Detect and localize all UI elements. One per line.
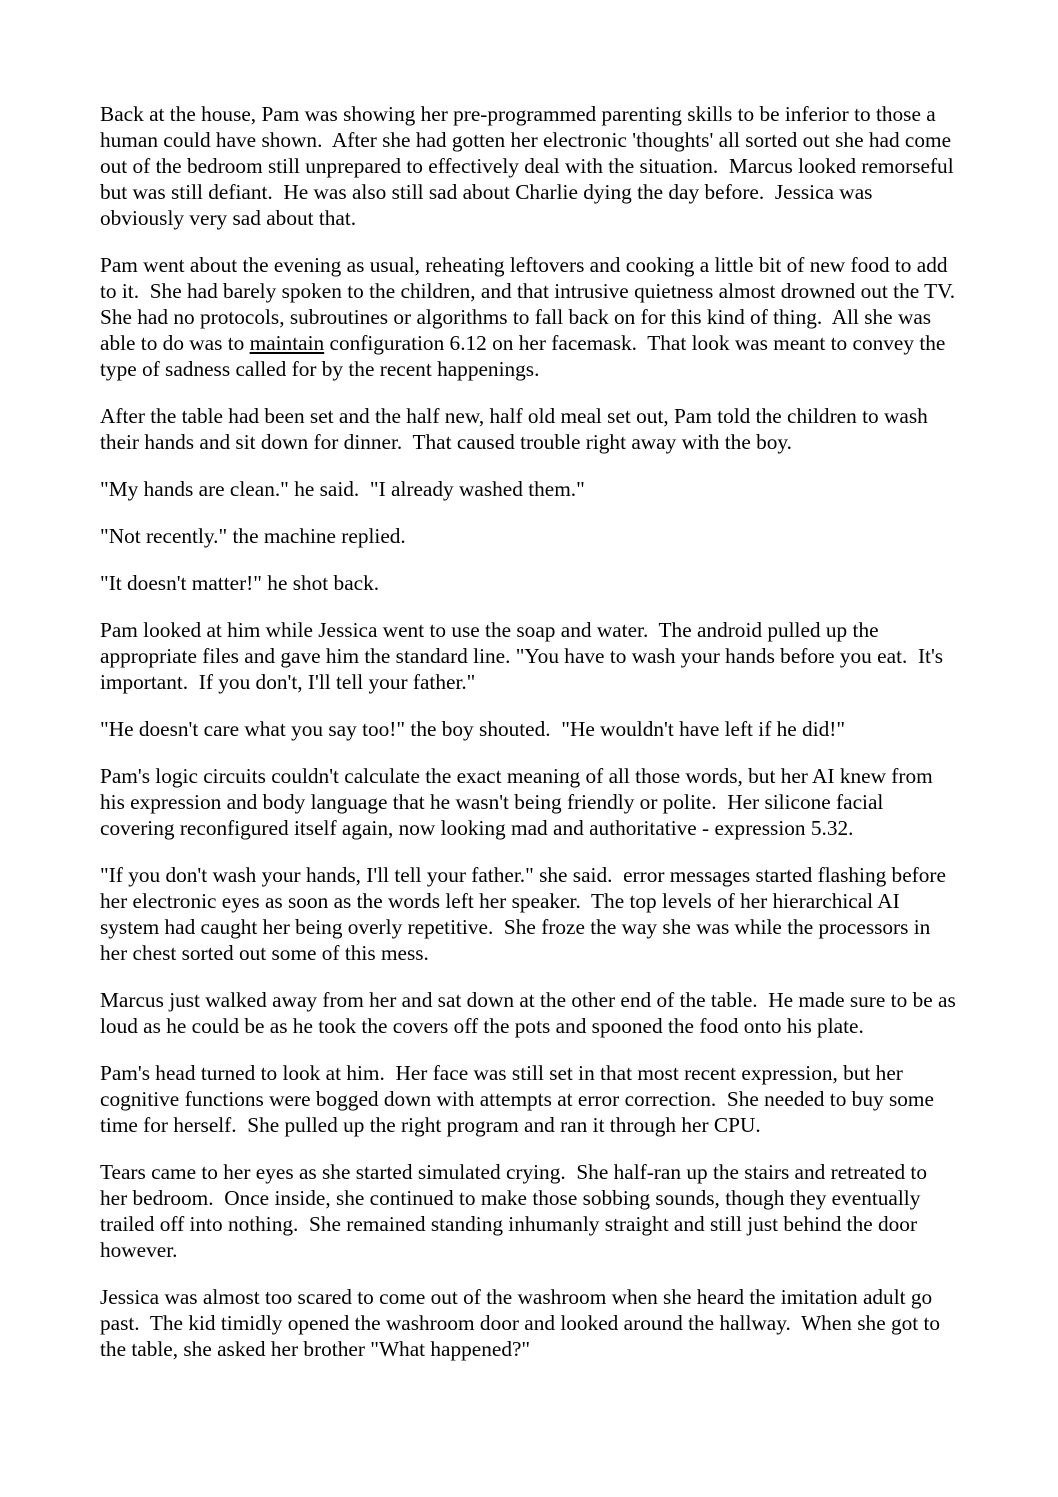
- text-segment: Pam looked at him while Jessica went to use the soap and water. The android pulled up the appropriate files and gave him the standard line. "You have to wash your hands before you eat. It's important. If you don't, I'll tell your father.": [100, 618, 949, 694]
- text-segment: "He doesn't care what you say too!" the boy shouted. "He wouldn't have left if he did!": [100, 717, 846, 741]
- paragraph: [100, 1284, 958, 1362]
- paragraph: [100, 617, 958, 695]
- text-segment: "My hands are clean." he said. "I already washed them.": [100, 477, 585, 501]
- text-segment: "Not recently." the machine replied.: [100, 524, 406, 548]
- text-segment: configuration 6.12 on her facemask. That look was meant to convey the type of sadness called for by the recent happenings.: [100, 331, 951, 381]
- text-segment: "If you don't wash your hands, I'll tell your father." she said. error messages started flashing before her electronic eyes as soon as the words left her speaker. The top levels of her hierarchical AI system had caught her being overly repetitive. She froze the way she was while the processors in her chest sorted out some of this mess.: [100, 863, 952, 965]
- text-segment: Tears came to her eyes as she started simulated crying. She half-ran up the stairs and retreated to her bedroom. Once inside, she continued to make those sobbing sounds, though they eventually trailed off into nothing. She remained standing inhumanly straight and still just behind the door however.: [100, 1160, 933, 1262]
- text-segment: Jessica was almost too scared to come out of the washroom when she heard the imitation adult go past. The kid timidly opened the washroom door and looked around the hallway. When she got to the table, she asked her brother "What happened?": [100, 1285, 946, 1361]
- paragraph: [100, 987, 962, 1039]
- paragraph: [100, 476, 958, 502]
- text-segment: Pam's head turned to look at him. Her face was still set in that most recent expression, but her cognitive functions were bogged down with attempts at error correction. She needed to buy some time for herself. She pulled up the right program and ran it through her CPU.: [100, 1061, 940, 1137]
- paragraph: [100, 523, 958, 549]
- paragraph: [100, 570, 958, 596]
- paragraph: [100, 763, 958, 841]
- text-segment: After the table had been set and the half new, half old meal set out, Pam told the children to wash their hands and sit down for dinner. That caused trouble right away with the boy.: [100, 404, 934, 454]
- paragraph: [100, 862, 958, 966]
- paragraph: [100, 1060, 958, 1138]
- paragraph: [100, 101, 958, 231]
- text-segment: Back at the house, Pam was showing her pre-programmed parenting skills to be inferior to those a human could have shown. After she had gotten her electronic 'thoughts' all sorted out she had come out of the bedroom still unprepared to effectively deal with the situation. Marcus looked remorseful but was still defiant. He was also still sad about Charlie dying the day before. Jessica was obviously very sad about that.: [100, 102, 959, 230]
- paragraph: [100, 716, 958, 742]
- page-text: [100, 101, 966, 1362]
- paragraph: [100, 252, 966, 382]
- text-segment: Marcus just walked away from her and sat down at the other end of the table. He made sure to be as loud as he could be as he took the covers off the pots and spooned the food onto his plate.: [100, 988, 962, 1038]
- paragraph: [100, 403, 958, 455]
- paragraph: [100, 1159, 958, 1263]
- text-segment: "It doesn't matter!" he shot back.: [100, 571, 380, 595]
- text-segment: Pam's logic circuits couldn't calculate the exact meaning of all those words, but her AI knew from his expression and body language that he wasn't being friendly or polite. Her silicone facial covering reconfigured itself again, now looking mad and authoritative - expression 5.32.: [100, 764, 939, 840]
- text-segment: Pam went about the evening as usual, reheating leftovers and cooking a little bit of new food to add to it. She had barely spoken to the children, and that intrusive quietness almost drowned out the TV. She had no protocols, subroutines or algorithms to fall back on for this kind of thing. All she was able to do was to: [100, 253, 966, 355]
- underlined-text: maintain: [249, 331, 325, 355]
